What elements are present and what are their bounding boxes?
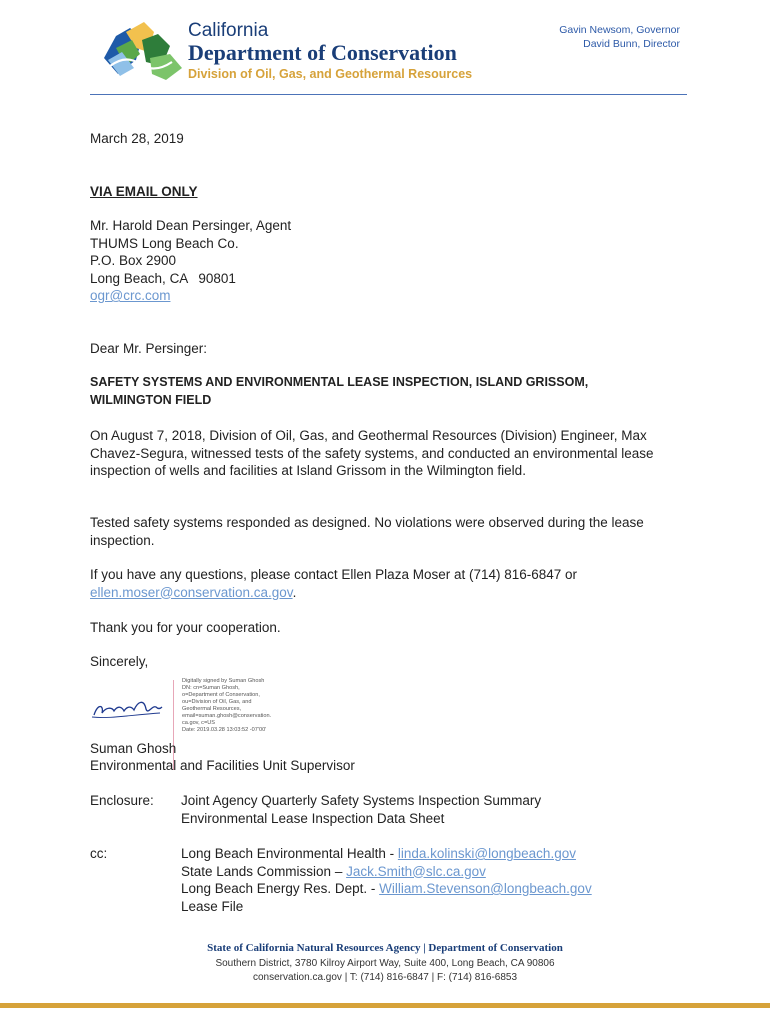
footer-separator: | <box>423 942 426 954</box>
recipient-city-state: Long Beach, CA <box>90 270 189 286</box>
recipient-zip: 90801 <box>198 270 236 286</box>
cc-recipient: Long Beach Environmental Health - <box>181 846 398 861</box>
contact-text: If you have any questions, please contact Ellen Plaza Moser at (714) 816-6847 or <box>90 567 578 582</box>
sig-detail-line: DN: cn=Suman Ghosh, <box>182 685 240 691</box>
enclosure-item: Joint Agency Quarterly Safety Systems Inspection Summary <box>181 793 542 808</box>
governor-name: Gavin Newsom, Governor <box>559 24 680 36</box>
sig-detail-line: Date: 2019.03.28 13:03:52 -07'00' <box>182 727 267 733</box>
sig-detail-line: Digitally signed by Suman Ghosh <box>182 678 265 684</box>
signer-name: Suman Ghosh <box>90 741 177 756</box>
recipient-email-link[interactable]: ogr@crc.com <box>90 288 171 303</box>
cc-recipient: State Lands Commission – <box>181 863 347 879</box>
digital-signature-details <box>182 678 292 734</box>
agency-name-line2: Department of Conservation <box>188 40 457 65</box>
delivery-method: VIA EMAIL ONLY <box>90 184 198 199</box>
sig-detail-line: ca.gov, c=US <box>182 720 216 726</box>
cc-recipient: Lease File <box>181 898 244 914</box>
subject-line-1: SAFETY SYSTEMS AND ENVIRONMENTAL LEASE INSPECTION, ISLAND GRISSOM, <box>90 375 589 389</box>
subject-line-2: WILMINGTON FIELD <box>90 392 212 407</box>
cc-item <box>181 863 592 881</box>
enclosure-list <box>181 792 541 827</box>
director-name: David Bunn, Director <box>583 38 680 50</box>
cc-item <box>181 898 592 916</box>
subject-line <box>90 374 650 409</box>
header-divider <box>90 94 687 95</box>
footer-gold-bar <box>0 1003 770 1008</box>
sig-detail-line: Geothermal Resources, <box>182 706 242 712</box>
cc-email-link[interactable]: linda.kolinski@longbeach.gov <box>397 846 576 861</box>
salutation: Dear Mr. Persinger: <box>90 341 208 356</box>
sig-detail-line: o=Department of Conservation, <box>182 692 260 698</box>
thanks-line: Thank you for your cooperation. <box>90 620 281 635</box>
cc-email-link[interactable]: William.Stevenson@longbeach.gov <box>379 881 592 896</box>
cc-item <box>181 880 592 898</box>
agency-name-line1: California <box>188 20 269 41</box>
body-paragraph-2: Tested safety systems responded as designed. No violations were observed during the lease inspection. <box>90 515 644 548</box>
footer-agency-line <box>0 942 770 954</box>
footer-department: Department of Conservation <box>428 942 563 954</box>
enclosure-item: Environmental Lease Inspection Data Sheet <box>181 810 445 826</box>
division-name: Division of Oil, Gas, and Geothermal Resources <box>188 67 473 81</box>
handwritten-signature <box>90 695 165 723</box>
letter-date: March 28, 2019 <box>90 131 184 146</box>
cc-email-link[interactable]: Jack.Smith@slc.ca.gov <box>346 863 486 879</box>
sig-detail-line: email=suman.ghosh@conservation. <box>182 713 272 719</box>
recipient-city-line <box>90 270 291 288</box>
cc-recipient: Long Beach Energy Res. Dept. - <box>181 881 380 896</box>
cc-item <box>181 845 592 863</box>
contact-period: . <box>292 584 297 600</box>
closing-line: Sincerely, <box>90 654 149 669</box>
signer-title: Environmental and Facilities Unit Supervisor <box>90 758 355 773</box>
cc-label: cc: <box>90 846 108 861</box>
recipient-company: THUMS Long Beach Co. <box>90 235 239 251</box>
sig-detail-line: ou=Division of Oil, Gas, and <box>182 699 252 705</box>
body-paragraph-1: On August 7, 2018, Division of Oil, Gas, and Geothermal Resources (Division) Engineer, Max Chavez-Segura, witnessed tests of the safety systems, and conducted an environmental lease inspection of wells and facilities at Island Grissom in the Wilmington field. <box>90 428 654 478</box>
cc-list <box>181 845 592 915</box>
footer-address: Southern District, 3780 Kilroy Airport Way, Suite 400, Long Beach, CA 90806 <box>215 958 555 969</box>
footer-agency: State of California Natural Resources Agency <box>207 942 421 954</box>
recipient-address <box>90 217 291 305</box>
enclosure-label: Enclosure: <box>90 793 154 808</box>
body-paragraph-3 <box>90 566 680 601</box>
recipient-name: Mr. Harold Dean Persinger, Agent <box>90 218 292 233</box>
recipient-po-box: P.O. Box 2900 <box>90 253 177 268</box>
footer-contact: conservation.ca.gov | T: (714) 816-6847 | F: (714) 816-6853 <box>252 972 518 983</box>
department-logo <box>96 18 186 84</box>
contact-email-link[interactable]: ellen.moser@conservation.ca.gov <box>90 584 293 600</box>
